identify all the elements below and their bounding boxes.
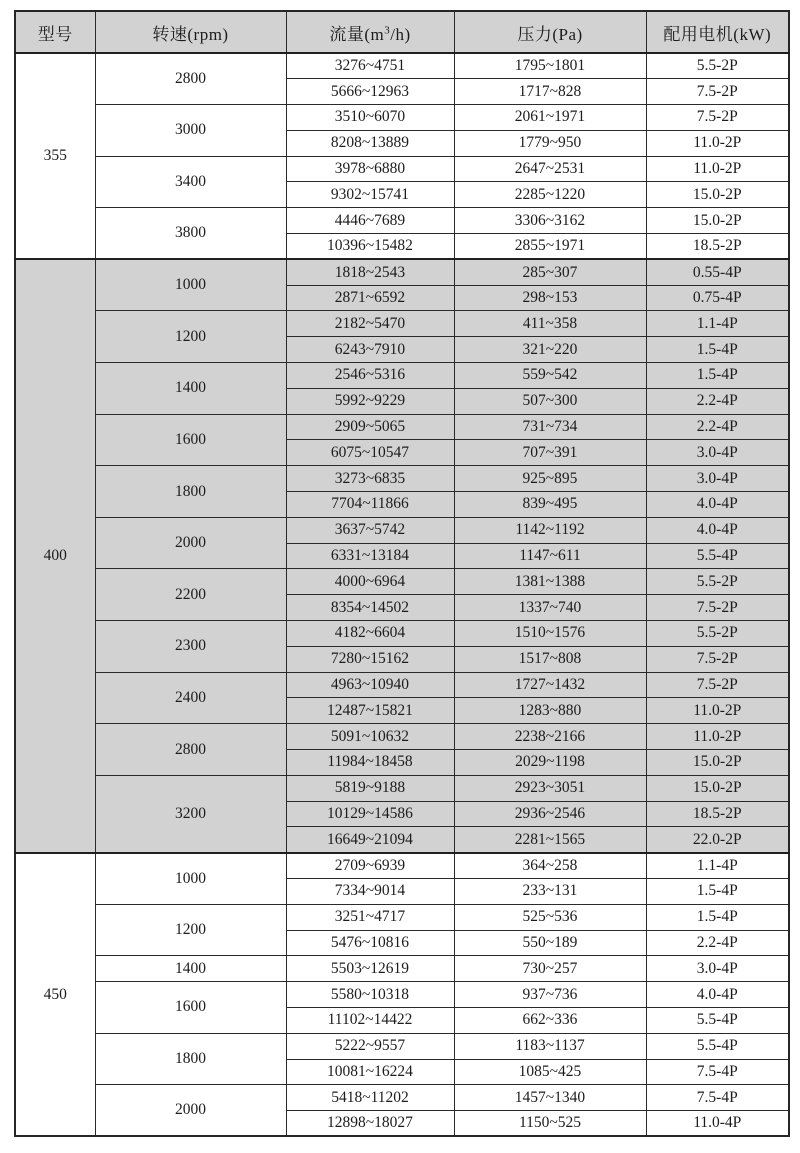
cell-pressure: 839~495	[454, 492, 646, 518]
cell-pressure: 1717~828	[454, 79, 646, 105]
cell-pressure: 1147~611	[454, 543, 646, 569]
cell-flow: 10129~14586	[286, 801, 454, 827]
table-row	[15, 105, 789, 131]
cell-pressure: 1085~425	[454, 1059, 646, 1085]
cell-flow: 5580~10318	[286, 982, 454, 1008]
cell-motor: 1.5-4P	[646, 904, 789, 930]
cell-motor: 7.5-4P	[646, 1085, 789, 1111]
cell-model: 450	[15, 853, 95, 1137]
cell-flow: 2909~5065	[286, 414, 454, 440]
cell-pressure: 1517~808	[454, 646, 646, 672]
cell-motor: 11.0-2P	[646, 724, 789, 750]
cell-flow: 5222~9557	[286, 1033, 454, 1059]
cell-speed: 3400	[95, 156, 286, 208]
cell-pressure: 2855~1971	[454, 234, 646, 260]
cell-motor: 1.5-4P	[646, 879, 789, 905]
cell-speed: 1000	[95, 853, 286, 905]
cell-pressure: 2647~2531	[454, 156, 646, 182]
cell-pressure: 2281~1565	[454, 827, 646, 853]
cell-pressure: 285~307	[454, 259, 646, 285]
cell-flow: 8354~14502	[286, 595, 454, 621]
cell-flow: 2182~5470	[286, 311, 454, 337]
cell-speed: 1600	[95, 982, 286, 1034]
table-row	[15, 982, 789, 1008]
cell-motor: 3.0-4P	[646, 466, 789, 492]
cell-flow: 11102~14422	[286, 1007, 454, 1033]
cell-flow: 5666~12963	[286, 79, 454, 105]
cell-motor: 1.5-4P	[646, 363, 789, 389]
cell-motor: 2.2-4P	[646, 930, 789, 956]
cell-speed: 1600	[95, 414, 286, 466]
cell-flow: 4963~10940	[286, 672, 454, 698]
cell-flow: 8208~13889	[286, 130, 454, 156]
cell-motor: 1.5-4P	[646, 337, 789, 363]
cell-pressure: 507~300	[454, 388, 646, 414]
cell-pressure: 1183~1137	[454, 1033, 646, 1059]
cell-flow: 11984~18458	[286, 750, 454, 776]
cell-model: 355	[15, 53, 95, 259]
cell-motor: 1.1-4P	[646, 853, 789, 879]
cell-flow: 3978~6880	[286, 156, 454, 182]
table-header	[15, 11, 789, 53]
cell-pressure: 1337~740	[454, 595, 646, 621]
table-row	[15, 208, 789, 234]
cell-pressure: 2061~1971	[454, 105, 646, 131]
cell-pressure: 925~895	[454, 466, 646, 492]
cell-motor: 7.5-2P	[646, 79, 789, 105]
cell-motor: 3.0-4P	[646, 956, 789, 982]
table-row	[15, 1085, 789, 1111]
cell-flow: 1818~2543	[286, 259, 454, 285]
cell-flow: 12487~15821	[286, 698, 454, 724]
col-header-motor: 配用电机(kW)	[646, 11, 789, 53]
cell-speed: 2300	[95, 621, 286, 673]
cell-pressure: 1150~525	[454, 1111, 646, 1137]
cell-pressure: 730~257	[454, 956, 646, 982]
cell-pressure: 411~358	[454, 311, 646, 337]
cell-pressure: 559~542	[454, 363, 646, 389]
cell-flow: 2709~6939	[286, 853, 454, 879]
cell-motor: 22.0-2P	[646, 827, 789, 853]
cell-flow: 7704~11866	[286, 492, 454, 518]
cell-pressure: 233~131	[454, 879, 646, 905]
cell-flow: 10396~15482	[286, 234, 454, 260]
table-row	[15, 53, 789, 79]
cell-speed: 2000	[95, 1085, 286, 1137]
cell-speed: 3000	[95, 105, 286, 157]
table-row	[15, 569, 789, 595]
flow-label-superscript: 3	[384, 23, 391, 36]
cell-flow: 6331~13184	[286, 543, 454, 569]
cell-motor: 18.5-2P	[646, 801, 789, 827]
cell-flow: 2546~5316	[286, 363, 454, 389]
cell-pressure: 2238~2166	[454, 724, 646, 750]
table-row	[15, 466, 789, 492]
cell-motor: 15.0-2P	[646, 208, 789, 234]
table-row	[15, 775, 789, 801]
cell-flow: 7280~15162	[286, 646, 454, 672]
cell-pressure: 2936~2546	[454, 801, 646, 827]
cell-motor: 7.5-2P	[646, 646, 789, 672]
cell-speed: 1800	[95, 1033, 286, 1085]
fan-spec-table	[14, 10, 790, 1137]
cell-motor: 4.0-4P	[646, 492, 789, 518]
table-row	[15, 724, 789, 750]
cell-speed: 2200	[95, 569, 286, 621]
flow-label-suffix: /h)	[390, 24, 411, 44]
cell-flow: 2871~6592	[286, 285, 454, 311]
cell-flow: 3251~4717	[286, 904, 454, 930]
cell-speed: 2800	[95, 724, 286, 776]
cell-speed: 2400	[95, 672, 286, 724]
cell-motor: 1.1-4P	[646, 311, 789, 337]
cell-motor: 11.0-2P	[646, 130, 789, 156]
cell-pressure: 1457~1340	[454, 1085, 646, 1111]
spec-table-body	[15, 53, 789, 1136]
cell-pressure: 1510~1576	[454, 621, 646, 647]
cell-speed: 1800	[95, 466, 286, 518]
cell-flow: 9302~15741	[286, 182, 454, 208]
cell-flow: 5476~10816	[286, 930, 454, 956]
cell-motor: 18.5-2P	[646, 234, 789, 260]
cell-motor: 15.0-2P	[646, 182, 789, 208]
table-row	[15, 363, 789, 389]
table-row	[15, 904, 789, 930]
cell-motor: 0.55-4P	[646, 259, 789, 285]
cell-motor: 15.0-2P	[646, 775, 789, 801]
table-row	[15, 956, 789, 982]
col-header-model: 型号	[15, 11, 95, 53]
col-header-pressure: 压力(Pa)	[454, 11, 646, 53]
cell-speed: 2800	[95, 53, 286, 105]
cell-motor: 5.5-2P	[646, 569, 789, 595]
cell-motor: 2.2-4P	[646, 388, 789, 414]
table-row	[15, 672, 789, 698]
cell-flow: 3637~5742	[286, 517, 454, 543]
cell-speed: 1400	[95, 956, 286, 982]
cell-pressure: 2029~1198	[454, 750, 646, 776]
cell-motor: 5.5-2P	[646, 53, 789, 79]
cell-flow: 5418~11202	[286, 1085, 454, 1111]
cell-pressure: 2923~3051	[454, 775, 646, 801]
cell-motor: 11.0-2P	[646, 156, 789, 182]
cell-flow: 10081~16224	[286, 1059, 454, 1085]
cell-pressure: 1283~880	[454, 698, 646, 724]
cell-speed: 3800	[95, 208, 286, 260]
cell-flow: 6243~7910	[286, 337, 454, 363]
cell-pressure: 707~391	[454, 440, 646, 466]
cell-pressure: 1142~1192	[454, 517, 646, 543]
cell-pressure: 1779~950	[454, 130, 646, 156]
cell-motor: 7.5-4P	[646, 1059, 789, 1085]
cell-motor: 11.0-4P	[646, 1111, 789, 1137]
cell-motor: 7.5-2P	[646, 672, 789, 698]
cell-pressure: 3306~3162	[454, 208, 646, 234]
cell-motor: 15.0-2P	[646, 750, 789, 776]
cell-pressure: 662~336	[454, 1007, 646, 1033]
cell-flow: 4182~6604	[286, 621, 454, 647]
cell-motor: 4.0-4P	[646, 982, 789, 1008]
cell-flow: 7334~9014	[286, 879, 454, 905]
cell-pressure: 1727~1432	[454, 672, 646, 698]
cell-flow: 5503~12619	[286, 956, 454, 982]
cell-flow: 4446~7689	[286, 208, 454, 234]
table-row	[15, 517, 789, 543]
cell-flow: 12898~18027	[286, 1111, 454, 1137]
table-row	[15, 311, 789, 337]
cell-motor: 5.5-4P	[646, 1033, 789, 1059]
cell-motor: 11.0-2P	[646, 698, 789, 724]
cell-speed: 2000	[95, 517, 286, 569]
cell-pressure: 2285~1220	[454, 182, 646, 208]
cell-flow: 6075~10547	[286, 440, 454, 466]
cell-speed: 1200	[95, 311, 286, 363]
cell-pressure: 550~189	[454, 930, 646, 956]
cell-motor: 7.5-2P	[646, 595, 789, 621]
cell-pressure: 525~536	[454, 904, 646, 930]
table-row	[15, 259, 789, 285]
cell-speed: 1400	[95, 363, 286, 415]
header-row	[15, 11, 789, 53]
cell-motor: 7.5-2P	[646, 105, 789, 131]
cell-pressure: 1795~1801	[454, 53, 646, 79]
cell-motor: 0.75-4P	[646, 285, 789, 311]
cell-pressure: 321~220	[454, 337, 646, 363]
cell-pressure: 731~734	[454, 414, 646, 440]
cell-motor: 2.2-4P	[646, 414, 789, 440]
table-row	[15, 156, 789, 182]
table-row	[15, 414, 789, 440]
cell-pressure: 1381~1388	[454, 569, 646, 595]
flow-label-prefix: 流量(m	[329, 24, 385, 44]
cell-flow: 3273~6835	[286, 466, 454, 492]
cell-pressure: 937~736	[454, 982, 646, 1008]
cell-pressure: 298~153	[454, 285, 646, 311]
table-row	[15, 1033, 789, 1059]
col-header-speed: 转速(rpm)	[95, 11, 286, 53]
cell-flow: 5992~9229	[286, 388, 454, 414]
cell-motor: 5.5-2P	[646, 621, 789, 647]
cell-speed: 1000	[95, 259, 286, 311]
cell-pressure: 364~258	[454, 853, 646, 879]
cell-flow: 3276~4751	[286, 53, 454, 79]
cell-speed: 3200	[95, 775, 286, 852]
cell-motor: 5.5-4P	[646, 543, 789, 569]
cell-flow: 3510~6070	[286, 105, 454, 131]
cell-flow: 5091~10632	[286, 724, 454, 750]
cell-flow: 4000~6964	[286, 569, 454, 595]
table-row	[15, 853, 789, 879]
col-header-flow	[286, 11, 454, 53]
cell-model: 400	[15, 259, 95, 852]
cell-motor: 5.5-4P	[646, 1007, 789, 1033]
cell-flow: 16649~21094	[286, 827, 454, 853]
cell-motor: 3.0-4P	[646, 440, 789, 466]
table-row	[15, 621, 789, 647]
cell-motor: 4.0-4P	[646, 517, 789, 543]
cell-speed: 1200	[95, 904, 286, 956]
cell-flow: 5819~9188	[286, 775, 454, 801]
